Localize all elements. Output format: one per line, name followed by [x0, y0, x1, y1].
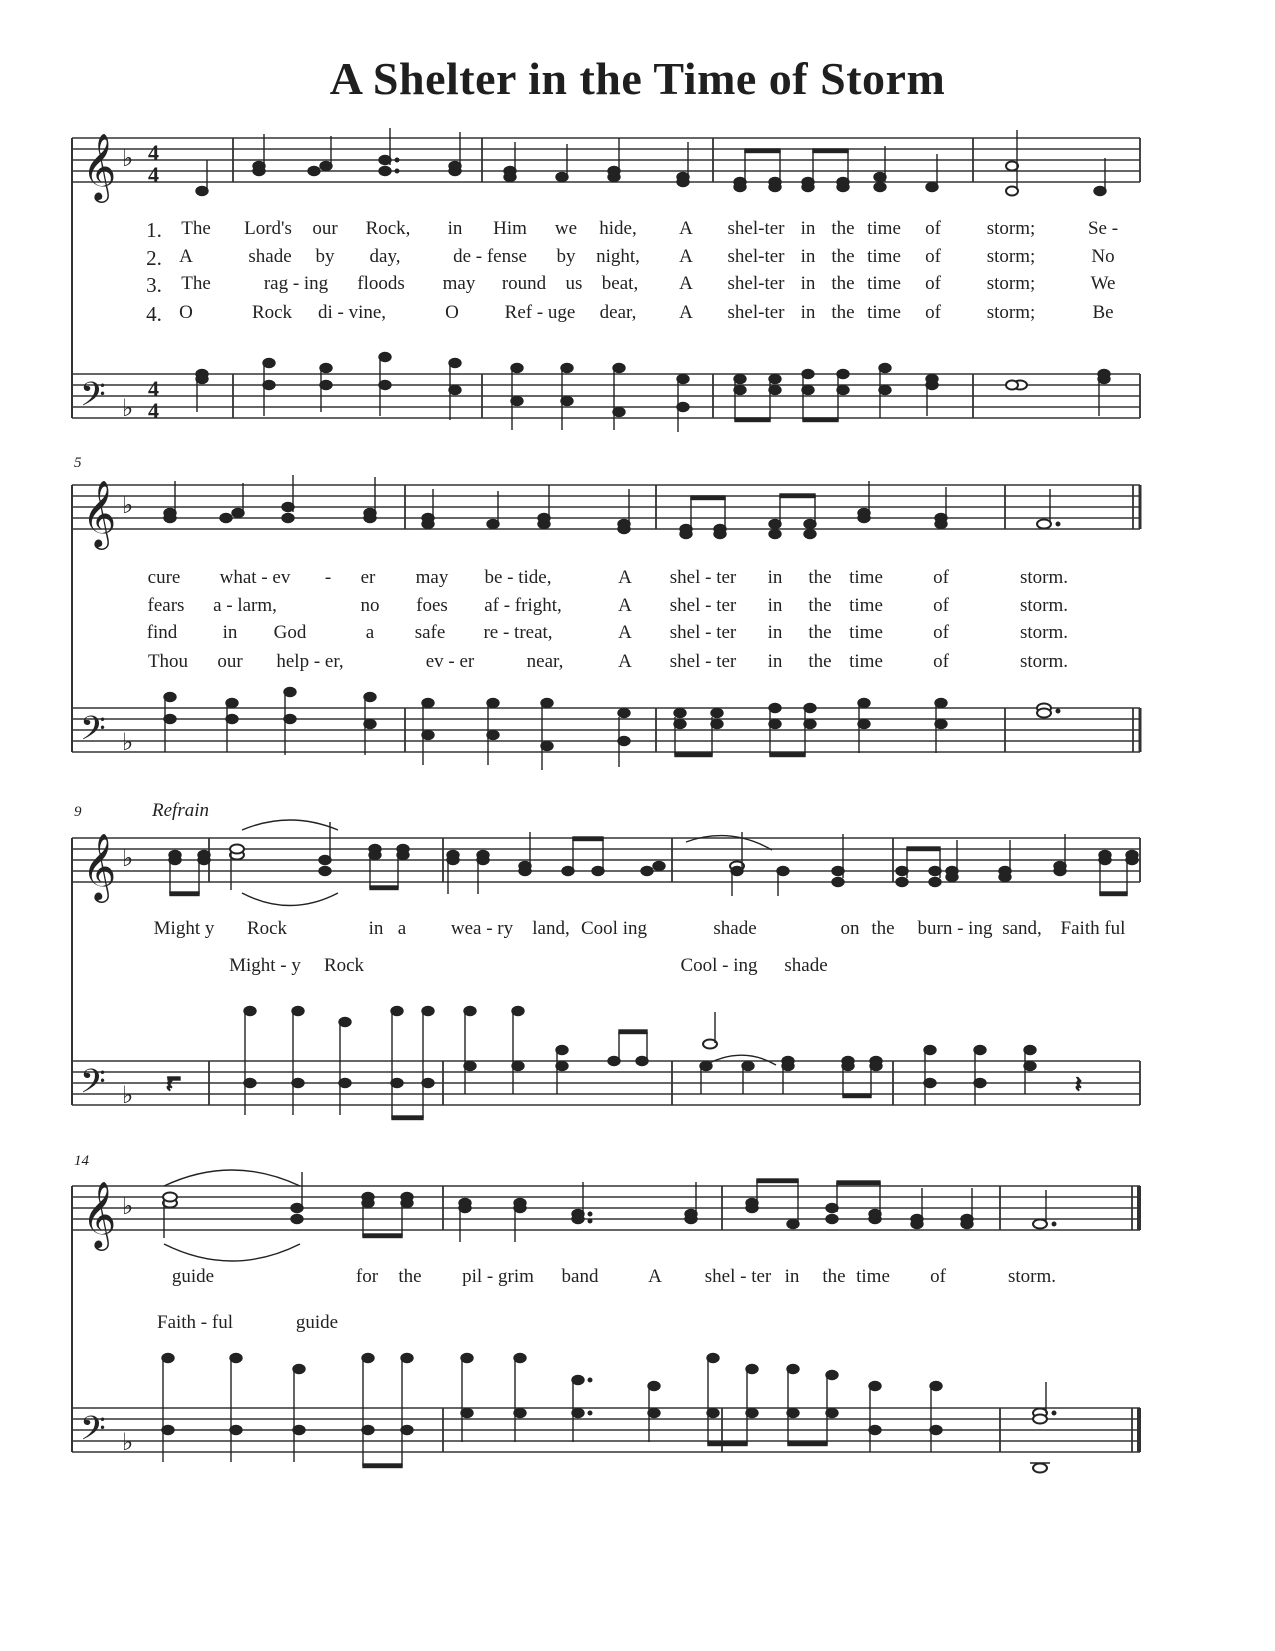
lyric-syllable: band: [561, 1266, 599, 1287]
lyric-syllable: safe: [414, 622, 446, 643]
lyric-syllable: Faith - ful: [157, 1312, 233, 1333]
lyric-syllable: time: [867, 302, 901, 323]
lyric-syllable: the: [831, 218, 855, 239]
lyric-syllable: the: [398, 1266, 422, 1287]
lyric-row-verse-1: [0, 218, 1275, 242]
lyric-syllable: pil - grim: [462, 1266, 534, 1287]
lyric-syllable: the: [808, 651, 832, 672]
lyric-syllable: storm;: [986, 218, 1036, 239]
lyric-syllable: of: [933, 567, 949, 588]
lyric-syllable: round: [501, 273, 547, 294]
lyric-syllable: the: [831, 246, 855, 267]
lyric-syllable: O: [445, 302, 459, 323]
lyric-syllable: of: [930, 1266, 946, 1287]
svg-text:𝄞: 𝄞: [82, 832, 117, 900]
lyric-syllable: of: [933, 595, 949, 616]
lyric-syllable: a: [365, 622, 375, 643]
lyric-syllable: in: [767, 567, 783, 588]
lyric-syllable: shel - ter: [669, 622, 737, 643]
lyric-syllable: shel-ter: [727, 246, 785, 267]
lyric-syllable: Thou: [147, 651, 189, 672]
svg-text:𝄢: 𝄢: [80, 1410, 106, 1456]
lyric-syllable: God: [273, 622, 307, 643]
lyric-syllable: the: [808, 567, 832, 588]
system-2: [0, 455, 1275, 785]
lyric-syllable: time: [849, 567, 883, 588]
lyric-syllable: time: [856, 1266, 890, 1287]
lyric-syllable: wea - ry: [450, 918, 514, 939]
lyric-syllable: no: [360, 595, 380, 616]
lyric-syllable: A: [618, 622, 632, 643]
lyric-syllable: storm.: [1019, 622, 1069, 643]
verse-number: 4.: [146, 302, 162, 326]
lyric-syllable: in: [800, 218, 816, 239]
lyric-syllable: The: [181, 218, 211, 239]
lyric-row-melody: [0, 918, 1275, 942]
lyric-syllable: shade: [248, 246, 292, 267]
lyric-syllable: our: [312, 218, 338, 239]
lyric-syllable: O: [179, 302, 193, 323]
lyric-syllable: in: [368, 918, 384, 939]
lyric-syllable: Rock,: [365, 218, 411, 239]
lyric-syllable: the: [808, 622, 832, 643]
lyric-syllable: Rock: [251, 302, 293, 323]
lyric-syllable: in: [767, 595, 783, 616]
svg-text:♭: ♭: [122, 1428, 134, 1456]
lyric-syllable: help - er,: [276, 651, 344, 672]
lyric-syllable: A: [679, 246, 693, 267]
lyric-syllable: by: [315, 246, 335, 267]
lyric-syllable: The: [181, 273, 211, 294]
svg-text:♭: ♭: [122, 1081, 134, 1109]
lyric-syllable: time: [867, 218, 901, 239]
lyric-syllable: be - tide,: [484, 567, 552, 588]
lyric-syllable: the: [808, 595, 832, 616]
lyric-syllable: floods: [357, 273, 405, 294]
measure-number: 9: [74, 804, 82, 820]
lyric-syllable: Cool - ing: [680, 955, 758, 976]
lyric-syllable: for: [355, 1266, 379, 1287]
lyric-syllable: Rock: [323, 955, 365, 976]
lyric-syllable: time: [849, 651, 883, 672]
lyric-syllable: Might - y: [229, 955, 301, 976]
lyric-syllable: rag - ing: [263, 273, 329, 294]
lyric-syllable: time: [867, 246, 901, 267]
lyric-row-echo: [0, 1312, 1275, 1336]
lyric-syllable: af - fright,: [484, 595, 562, 616]
lyric-syllable: in: [800, 273, 816, 294]
lyric-syllable: Rock: [246, 918, 288, 939]
staff-system-2: [0, 455, 1275, 785]
svg-text:♭: ♭: [122, 491, 134, 519]
refrain-label: Refrain: [152, 800, 209, 821]
lyric-syllable: A: [618, 651, 632, 672]
lyric-syllable: shel - ter: [669, 651, 737, 672]
lyric-syllable: Cool ing: [581, 918, 647, 939]
lyric-syllable: may: [415, 567, 449, 588]
lyric-syllable: what - ev: [219, 567, 291, 588]
svg-text:𝄞: 𝄞: [82, 1180, 117, 1248]
lyric-syllable: may: [442, 273, 476, 294]
svg-text:♭: ♭: [122, 1192, 134, 1220]
lyric-syllable: the: [822, 1266, 846, 1287]
lyric-syllable: of: [925, 218, 941, 239]
lyric-row-verse-4: [0, 302, 1275, 326]
svg-text:𝄽: 𝄽: [166, 1073, 173, 1098]
lyric-syllable: night,: [596, 246, 640, 267]
lyric-syllable: A: [679, 273, 693, 294]
lyric-syllable: a: [397, 918, 407, 939]
lyric-syllable: A: [179, 246, 193, 267]
lyric-syllable: storm.: [1007, 1266, 1057, 1287]
svg-text:4: 4: [148, 376, 159, 401]
lyric-syllable: storm;: [986, 302, 1036, 323]
lyric-syllable: of: [933, 622, 949, 643]
system-1: [0, 120, 1275, 440]
lyric-syllable: Him: [493, 218, 527, 239]
verse-number: 2.: [146, 246, 162, 270]
lyric-syllable: time: [849, 622, 883, 643]
lyric-syllable: time: [867, 273, 901, 294]
svg-text:♭: ♭: [122, 728, 134, 756]
lyric-syllable: by: [556, 246, 576, 267]
lyric-syllable: hide,: [599, 218, 637, 239]
lyric-syllable: the: [831, 273, 855, 294]
lyric-syllable: We: [1090, 273, 1116, 294]
svg-text:♭: ♭: [122, 144, 134, 172]
lyric-syllable: Might y: [153, 918, 215, 939]
verse-number: 3.: [146, 273, 162, 297]
svg-text:♭: ♭: [122, 394, 134, 422]
lyric-syllable: shel-ter: [727, 218, 785, 239]
lyric-syllable: of: [925, 302, 941, 323]
lyric-syllable: A: [648, 1266, 662, 1287]
svg-text:𝄢: 𝄢: [80, 710, 106, 756]
svg-text:4: 4: [148, 140, 159, 165]
lyric-syllable: foes: [416, 595, 448, 616]
lyric-row-echo: [0, 955, 1275, 979]
lyric-syllable: in: [222, 622, 238, 643]
lyric-syllable: sand,: [1002, 918, 1042, 939]
lyric-row-verse-2: [0, 595, 1275, 619]
system-4: [0, 1150, 1275, 1490]
lyric-syllable: di - vine,: [317, 302, 387, 323]
lyric-syllable: the: [831, 302, 855, 323]
lyric-syllable: our: [217, 651, 243, 672]
lyric-syllable: storm.: [1019, 567, 1069, 588]
lyric-syllable: No: [1091, 246, 1115, 267]
lyric-row-verse-3: [0, 622, 1275, 646]
lyric-syllable: cure: [147, 567, 181, 588]
lyric-syllable: the: [871, 918, 895, 939]
lyric-syllable: shel - ter: [669, 595, 737, 616]
lyric-syllable: Se -: [1087, 218, 1119, 239]
lyric-syllable: burn - ing: [917, 918, 993, 939]
lyric-syllable: in: [447, 218, 463, 239]
lyric-row-verse-1: [0, 567, 1275, 591]
lyric-syllable: guide: [171, 1266, 215, 1287]
lyric-syllable: er: [360, 567, 376, 588]
lyric-syllable: beat,: [601, 273, 639, 294]
lyric-syllable: shade: [713, 918, 757, 939]
lyric-syllable: shel - ter: [669, 567, 737, 588]
lyric-syllable: shel - ter: [704, 1266, 772, 1287]
lyric-syllable: time: [849, 595, 883, 616]
lyric-syllable: shade: [784, 955, 828, 976]
svg-text:𝄢: 𝄢: [80, 1063, 106, 1109]
lyric-syllable: Ref - uge: [504, 302, 576, 323]
lyric-row-melody: [0, 1266, 1275, 1290]
lyric-syllable: de - fense: [453, 246, 527, 267]
lyric-syllable: Faith ful: [1060, 918, 1126, 939]
lyric-row-verse-3: [0, 273, 1275, 297]
lyric-syllable: in: [767, 651, 783, 672]
lyric-syllable: storm.: [1019, 651, 1069, 672]
lyric-syllable: us: [565, 273, 583, 294]
lyric-syllable: shel-ter: [727, 302, 785, 323]
svg-text:𝄢: 𝄢: [80, 376, 106, 422]
lyric-row-verse-4: [0, 651, 1275, 675]
lyric-syllable: day,: [369, 246, 401, 267]
lyric-syllable: storm;: [986, 246, 1036, 267]
lyric-syllable: A: [618, 567, 632, 588]
lyric-syllable: ev - er: [425, 651, 475, 672]
lyric-syllable: shel-ter: [727, 273, 785, 294]
lyric-syllable: of: [933, 651, 949, 672]
lyric-syllable: fears: [147, 595, 185, 616]
svg-text:𝄞: 𝄞: [82, 479, 117, 547]
svg-text:4: 4: [148, 398, 159, 423]
lyric-syllable: -: [324, 567, 332, 588]
svg-text:4: 4: [148, 162, 159, 187]
lyric-syllable: in: [767, 622, 783, 643]
lyric-syllable: guide: [295, 1312, 339, 1333]
lyric-syllable: of: [925, 273, 941, 294]
svg-text:𝄽: 𝄽: [1075, 1073, 1082, 1098]
lyric-syllable: A: [618, 595, 632, 616]
measure-number: 5: [74, 455, 82, 471]
lyric-syllable: A: [679, 302, 693, 323]
lyric-syllable: land,: [532, 918, 570, 939]
lyric-syllable: in: [800, 302, 816, 323]
measure-number: 14: [74, 1153, 89, 1169]
lyric-syllable: near,: [526, 651, 564, 672]
lyric-syllable: Lord's: [244, 218, 292, 239]
lyric-syllable: re - treat,: [483, 622, 553, 643]
lyric-syllable: a - larm,: [213, 595, 277, 616]
hymn-title: A Shelter in the Time of Storm: [329, 53, 946, 104]
lyric-row-verse-2: [0, 246, 1275, 270]
svg-text:♭: ♭: [122, 844, 134, 872]
lyric-syllable: in: [784, 1266, 800, 1287]
lyric-syllable: in: [800, 246, 816, 267]
lyric-syllable: storm.: [1019, 595, 1069, 616]
lyric-syllable: dear,: [599, 302, 637, 323]
system-3-refrain: [0, 800, 1275, 1140]
lyric-syllable: on: [840, 918, 860, 939]
lyric-syllable: storm;: [986, 273, 1036, 294]
lyric-syllable: of: [925, 246, 941, 267]
lyric-syllable: A: [679, 218, 693, 239]
lyric-syllable: we: [554, 218, 578, 239]
lyric-syllable: find: [146, 622, 178, 643]
lyric-syllable: Be: [1092, 302, 1114, 323]
verse-number: 1.: [146, 218, 162, 242]
svg-text:𝄞: 𝄞: [82, 132, 117, 200]
